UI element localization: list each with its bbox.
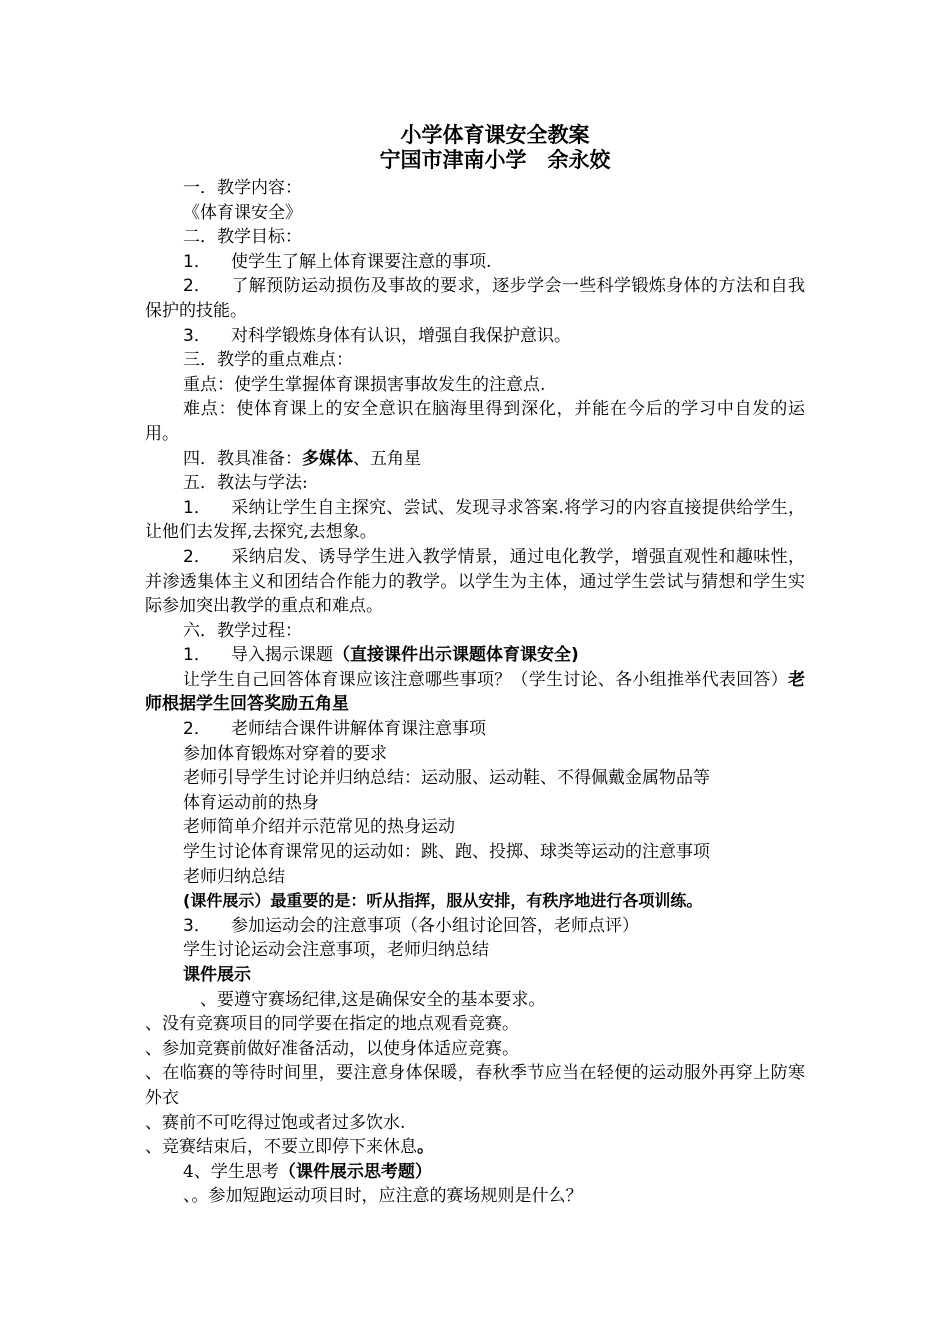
- goal-item: 1． 使学生了解上体育课要注意的事项.: [183, 251, 492, 272]
- rule-item: 、赛前不可吃得过饱或者过多饮水.: [145, 1112, 406, 1133]
- document-subtitle: 宁国市津南小学 余永姣: [379, 148, 611, 172]
- title-block: [0, 123, 950, 173]
- step-1: 1． 导入揭示课题（直接课件出示课题体育课安全): [183, 645, 579, 666]
- document-title: 小学体育课安全教案: [400, 123, 590, 147]
- step-1-paragraph: 让学生自己回答体育课应该注意哪些事项？（学生讨论、各小组推举代表回答）老师根据学生回答奖励五角星: [145, 669, 805, 715]
- step-4-question: 、。参加短跑运动项目时，应注意的赛场规则是什么？: [183, 1186, 583, 1207]
- step-2: 2． 老师结合课件讲解体育课注意事项: [183, 719, 486, 740]
- step-3-line: 学生讨论运动会注意事项，老师归纳总结: [183, 940, 489, 961]
- goal-item: 2． 了解预防运动损伤及事故的要求，逐步学会一些科学锻炼身体的方法和自我保护的技能。: [145, 276, 805, 321]
- step-2-line: 参加体育锻炼对穿着的要求: [183, 743, 387, 764]
- step-2-summary: (课件展示）最重要的是：听从指挥，服从安排，有秩序地进行各项训练。: [183, 891, 703, 911]
- section-6-heading: 六．教学过程：: [183, 620, 302, 641]
- step-2-line: 学生讨论体育课常见的运动如：跳、跑、投掷、球类等运动的注意事项: [183, 842, 710, 863]
- method-item: 1． 采纳让学生自主探究、尝试、发现寻求答案.将学习的内容直接提供给学生，让他们去发挥,去探究,去想象。: [145, 497, 805, 543]
- step-2-line: 老师简单介绍并示范常见的热身运动: [183, 817, 455, 838]
- section-2-heading: 二．教学目标：: [183, 227, 302, 248]
- section-1-content: 《体育课安全》: [183, 202, 302, 223]
- section-5-heading: 五．教法与学法:: [183, 473, 308, 494]
- document-body: [145, 176, 805, 1209]
- rule-item: 、没有竞赛项目的同学要在指定的地点观看竞赛。: [145, 1014, 519, 1035]
- step-2-line: 老师引导学生讨论并归纳总结：运动服、运动鞋、不得佩戴金属物品等: [183, 768, 710, 789]
- rule-item: 、要遵守赛场纪律,这是确保安全的基本要求。: [200, 989, 546, 1010]
- key-point: 重点：使学生掌握体育课损害事故发生的注意点.: [183, 374, 546, 395]
- step-3: 3． 参加运动会的注意事项（各小组讨论回答，老师点评）: [183, 915, 639, 936]
- difficult-point: 难点：使体育课上的安全意识在脑海里得到深化，并能在今后的学习中自发的运用。: [145, 399, 805, 444]
- goal-item: 3． 对科学锻炼身体有认识，增强自我保护意识。: [183, 325, 571, 346]
- step-2-line: 体育运动前的热身: [183, 792, 319, 813]
- section-4-line: 四．教具准备：多媒体、五角星: [183, 448, 421, 469]
- section-1-heading: 一．教学内容：: [183, 178, 302, 198]
- step-4: 4、学生思考（课件展示思考题）: [183, 1161, 432, 1182]
- courseware-label: 课件展示: [183, 965, 251, 985]
- section-3-heading: 三．教学的重点难点：: [183, 350, 353, 371]
- rule-item: 、在临赛的等待时间里，要注意身体保暖，春秋季节应当在轻便的运动服外再穿上防寒外衣: [145, 1063, 805, 1108]
- method-item: 2． 采纳启发、诱导学生进入教学情景，通过电化教学，增强直观性和趣味性，并渗透集体主义和团结合作能力的教学。以学生为主体，通过学生尝试与猜想和学生实际参加突出教学的重点和难点。: [145, 546, 805, 617]
- rule-item: 、竞赛结束后，不要立即停下来休息。: [145, 1137, 434, 1158]
- rule-item: 、参加竞赛前做好准备活动，以使身体适应竞赛。: [145, 1038, 519, 1059]
- step-2-line: 老师归纳总结: [183, 866, 285, 887]
